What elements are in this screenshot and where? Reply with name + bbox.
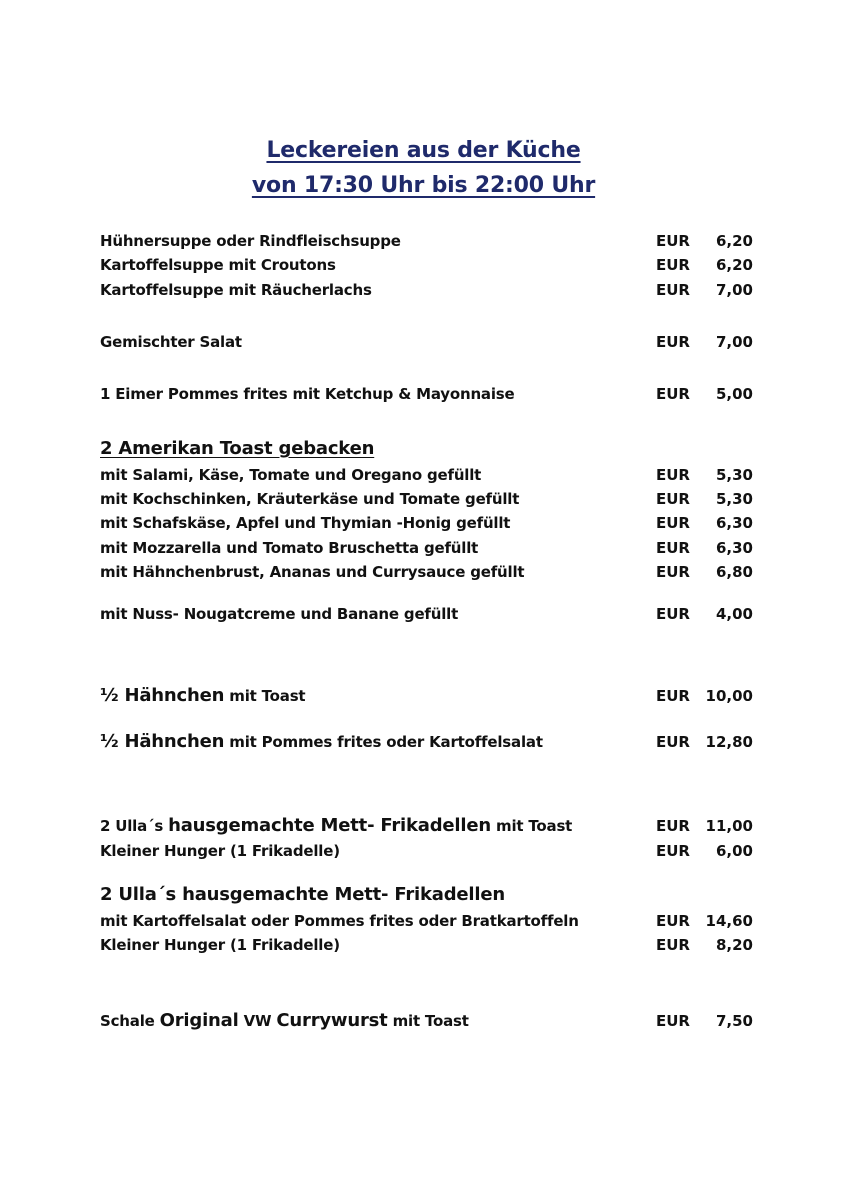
item-currency: EUR bbox=[656, 687, 690, 705]
item-price: 6,20 bbox=[715, 232, 753, 250]
item-price: 5,30 bbox=[715, 490, 753, 508]
item-price: 6,30 bbox=[715, 539, 753, 557]
item-currency: EUR bbox=[656, 563, 690, 581]
item-price: 10,00 bbox=[705, 687, 753, 705]
item-name: mit Kartoffelsalat oder Pommes frites oder Bratkartoffeln bbox=[100, 912, 579, 930]
item-name: Hühnersuppe oder Rindfleischsuppe bbox=[100, 232, 401, 250]
menu-item-toast-sweet bbox=[0, 603, 847, 625]
menu-item-soup-3 bbox=[0, 279, 847, 301]
item-name-part: Schale bbox=[100, 1012, 160, 1030]
item-currency: EUR bbox=[656, 842, 690, 860]
item-currency: EUR bbox=[656, 514, 690, 532]
section-heading-toast: 2 Amerikan Toast gebacken bbox=[100, 438, 375, 459]
item-currency: EUR bbox=[656, 817, 690, 835]
menu-item-toast-1 bbox=[0, 464, 847, 486]
item-price: 4,00 bbox=[715, 605, 753, 623]
item-name: Kleiner Hunger (1 Frikadelle) bbox=[100, 936, 340, 954]
item-price: 7,50 bbox=[715, 1012, 753, 1030]
item-price: 5,30 bbox=[715, 466, 753, 484]
item-name bbox=[100, 1010, 469, 1032]
item-currency: EUR bbox=[656, 490, 690, 508]
item-name: mit Salami, Käse, Tomate und Oregano gefüllt bbox=[100, 466, 482, 484]
item-name-emphasis: Original bbox=[159, 1010, 239, 1031]
page-title-line2: von 17:30 Uhr bis 22:00 Uhr bbox=[251, 173, 596, 198]
item-currency: EUR bbox=[656, 936, 690, 954]
item-currency: EUR bbox=[656, 256, 690, 274]
item-name: Kartoffelsuppe mit Räucherlachs bbox=[100, 281, 372, 299]
menu-item-chicken-toast bbox=[0, 685, 847, 707]
page-title-line1: Leckereien aus der Küche bbox=[266, 138, 581, 163]
item-currency: EUR bbox=[656, 385, 690, 403]
item-price: 6,20 bbox=[715, 256, 753, 274]
item-name-prefix: 2 Ulla´s bbox=[100, 817, 169, 835]
item-name-emphasis: ½ Hähnchen bbox=[100, 731, 225, 752]
menu-item-frikadellen-sides bbox=[0, 910, 847, 932]
item-price: 7,00 bbox=[715, 281, 753, 299]
item-price: 5,00 bbox=[715, 385, 753, 403]
menu-item-toast-4 bbox=[0, 537, 847, 559]
menu-item-salad bbox=[0, 331, 847, 353]
menu-item-toast-3 bbox=[0, 512, 847, 534]
item-name-emphasis: ½ Hähnchen bbox=[100, 685, 225, 706]
menu-item-chicken-fries bbox=[0, 731, 847, 753]
item-currency: EUR bbox=[656, 539, 690, 557]
item-name-rest: mit Pommes frites oder Kartoffelsalat bbox=[224, 733, 543, 751]
menu-item-currywurst bbox=[0, 1010, 847, 1032]
menu-item-fries bbox=[0, 383, 847, 405]
section-heading-frikadellen: 2 Ulla´s hausgemachte Mett- Frikadellen bbox=[100, 884, 505, 905]
item-name-emphasis: Currywurst bbox=[276, 1010, 388, 1031]
item-price: 7,00 bbox=[715, 333, 753, 351]
item-name bbox=[100, 685, 305, 707]
item-name-part: VW bbox=[238, 1012, 277, 1030]
item-price: 14,60 bbox=[705, 912, 753, 930]
item-currency: EUR bbox=[656, 232, 690, 250]
item-name: Kartoffelsuppe mit Croutons bbox=[100, 256, 336, 274]
menu-item-toast-2 bbox=[0, 488, 847, 510]
item-name: mit Nuss- Nougatcreme und Banane gefüllt bbox=[100, 605, 459, 623]
item-name: mit Kochschinken, Kräuterkäse und Tomate gefüllt bbox=[100, 490, 520, 508]
menu-item-frikadellen-toast bbox=[0, 815, 847, 837]
menu-item-toast-5 bbox=[0, 561, 847, 583]
item-name: Kleiner Hunger (1 Frikadelle) bbox=[100, 842, 340, 860]
menu-item-soup-1 bbox=[0, 230, 847, 252]
item-price: 8,20 bbox=[715, 936, 753, 954]
item-currency: EUR bbox=[656, 605, 690, 623]
item-name-rest: mit Toast bbox=[224, 687, 306, 705]
menu-item-soup-2 bbox=[0, 254, 847, 276]
menu-item-frikadelle-small-2 bbox=[0, 934, 847, 956]
item-price: 6,30 bbox=[715, 514, 753, 532]
item-currency: EUR bbox=[656, 733, 690, 751]
item-name: Gemischter Salat bbox=[100, 333, 242, 351]
item-name bbox=[100, 731, 543, 753]
item-name: mit Hähnchenbrust, Ananas und Currysauce gefüllt bbox=[100, 563, 525, 581]
item-currency: EUR bbox=[656, 333, 690, 351]
item-name-rest: mit Toast bbox=[387, 1012, 469, 1030]
item-name bbox=[100, 815, 572, 837]
item-price: 6,80 bbox=[715, 563, 753, 581]
menu-item-frikadelle-small-1 bbox=[0, 840, 847, 862]
item-name-emphasis: hausgemachte Mett- Frikadellen bbox=[168, 815, 491, 836]
item-name-rest: mit Toast bbox=[491, 817, 573, 835]
item-name: mit Mozzarella und Tomato Bruschetta gefüllt bbox=[100, 539, 479, 557]
item-currency: EUR bbox=[656, 281, 690, 299]
item-currency: EUR bbox=[656, 466, 690, 484]
item-price: 11,00 bbox=[705, 817, 753, 835]
item-name: mit Schafskäse, Apfel und Thymian -Honig gefüllt bbox=[100, 514, 511, 532]
item-name: 1 Eimer Pommes frites mit Ketchup & Mayonnaise bbox=[100, 385, 515, 403]
item-currency: EUR bbox=[656, 912, 690, 930]
item-price: 6,00 bbox=[715, 842, 753, 860]
item-price: 12,80 bbox=[705, 733, 753, 751]
item-currency: EUR bbox=[656, 1012, 690, 1030]
